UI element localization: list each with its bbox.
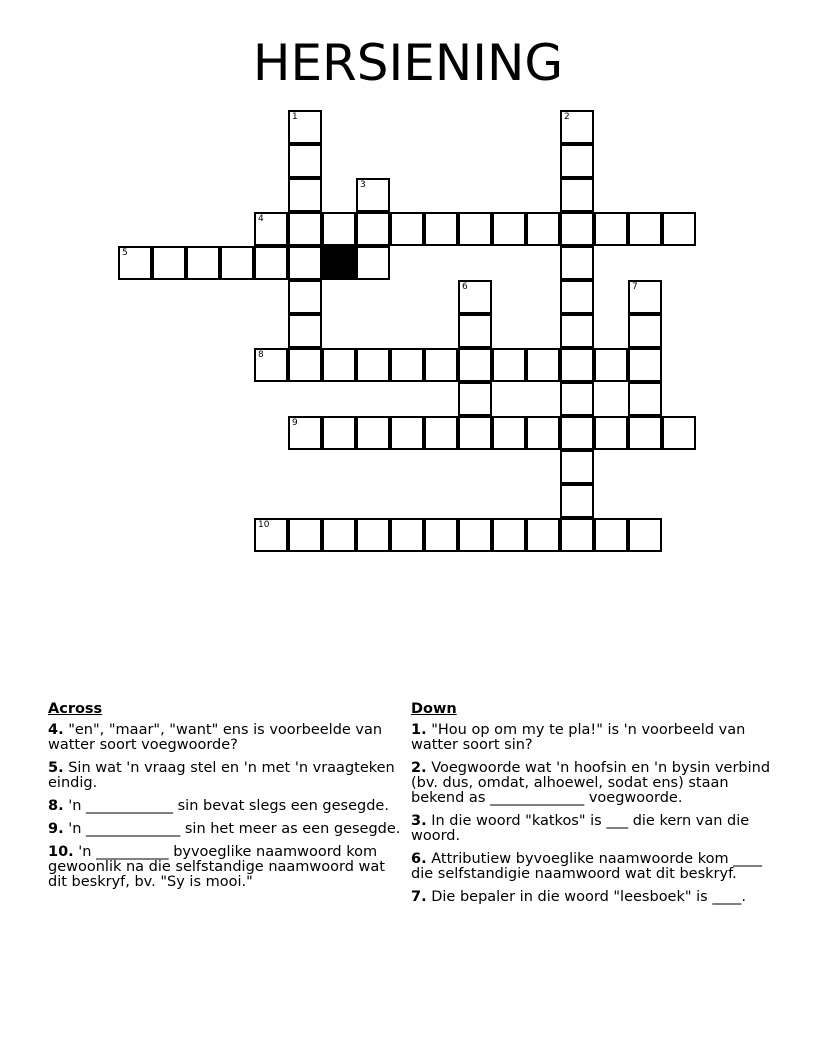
grid-cell[interactable] [322, 518, 356, 552]
grid-cell[interactable] [594, 518, 628, 552]
down-clues [411, 702, 771, 913]
grid-cell[interactable] [322, 416, 356, 450]
grid-cell[interactable] [424, 212, 458, 246]
grid-cell[interactable] [356, 348, 390, 382]
clue-number: 10 [258, 520, 270, 530]
clue-number: 7 [632, 282, 638, 292]
grid-cell[interactable] [254, 246, 288, 280]
grid-cell[interactable] [390, 416, 424, 450]
grid-cell[interactable] [424, 416, 458, 450]
grid-cell[interactable] [492, 518, 526, 552]
grid-cell[interactable] [288, 518, 322, 552]
grid-cell[interactable] [458, 518, 492, 552]
puzzle-title: HERSIENING [252, 34, 564, 92]
grid-cell[interactable] [356, 246, 390, 280]
grid-cell[interactable] [628, 416, 662, 450]
grid-cell[interactable] [594, 348, 628, 382]
grid-cell[interactable] [526, 348, 560, 382]
clue-number: 9 [292, 418, 298, 428]
grid-cell[interactable] [288, 144, 322, 178]
grid-cell[interactable] [288, 348, 322, 382]
grid-cell[interactable] [254, 212, 288, 246]
grid-cell[interactable] [662, 416, 696, 450]
grid-cell[interactable] [288, 178, 322, 212]
grid-cell[interactable] [458, 348, 492, 382]
grid-cell[interactable] [458, 416, 492, 450]
grid-cell[interactable] [594, 416, 628, 450]
grid-cell[interactable] [424, 518, 458, 552]
clue-across-10: 10. 'n __________ byvoeglike naamwoord kom gewoonlik na die selfstandige naamwoord wat dit beskryf, bv. "Sy is mooi." [48, 844, 385, 890]
grid-cell[interactable] [526, 212, 560, 246]
grid-cell[interactable] [390, 212, 424, 246]
clue-across-9: 9. 'n _____________ sin het meer as een gesegde. [48, 821, 401, 837]
clue-across-5: 5. Sin wat 'n vraag stel en 'n met 'n vraagteken eindig. [48, 760, 395, 791]
grid-cell[interactable] [560, 382, 594, 416]
down-heading: Down [411, 701, 457, 717]
clue-down-2: 2. Voegwoorde wat 'n hoofsin en 'n bysin verbind (bv. dus, omdat, alhoewel, sodat ens) staan bekend as _____________ voegwoorde. [411, 760, 771, 806]
grid-cell[interactable] [560, 246, 594, 280]
clue-down-1: 1. "Hou op om my te pla!" is 'n voorbeeld van watter soort sin? [411, 722, 746, 753]
grid-cell[interactable] [322, 212, 356, 246]
grid-cell[interactable] [560, 178, 594, 212]
grid-cell[interactable] [628, 382, 662, 416]
grid-cell[interactable] [288, 246, 322, 280]
grid-cell[interactable] [322, 348, 356, 382]
clue-down-3: 3. In die woord "katkos" is ___ die kern van die woord. [411, 813, 750, 844]
grid-cell[interactable] [254, 518, 288, 552]
clue-number: 3 [360, 180, 366, 190]
grid-cell[interactable] [458, 382, 492, 416]
grid-cell[interactable] [560, 110, 594, 144]
grid-cell[interactable] [390, 518, 424, 552]
grid-cell[interactable] [492, 348, 526, 382]
grid-cell[interactable] [560, 450, 594, 484]
grid-cell[interactable] [628, 212, 662, 246]
grid-cell[interactable] [526, 416, 560, 450]
grid-cell[interactable] [356, 178, 390, 212]
grid-cell[interactable] [118, 246, 152, 280]
clue-number: 8 [258, 350, 264, 360]
grid-cell[interactable] [628, 348, 662, 382]
clue-across-8: 8. 'n ____________ sin bevat slegs een gesegde. [48, 798, 389, 814]
grid-cell[interactable] [492, 212, 526, 246]
clue-down-6: 6. Attributiew byvoeglike naamwoorde kom ____ die selfstandigie naamwoord wat dit beskryf. [411, 851, 763, 882]
across-heading: Across [48, 701, 103, 717]
grid-cell[interactable] [288, 212, 322, 246]
clue-number: 4 [258, 214, 264, 224]
grid-cell[interactable] [560, 348, 594, 382]
grid-cell[interactable] [458, 212, 492, 246]
grid-cell[interactable] [186, 246, 220, 280]
grid-cell[interactable] [594, 212, 628, 246]
clue-number: 1 [292, 112, 298, 122]
clue-number: 2 [564, 112, 570, 122]
grid-cell[interactable] [288, 280, 322, 314]
clue-across-4: 4. "en", "maar", "want" ens is voorbeelde van watter soort voegwoorde? [48, 722, 383, 753]
grid-cell[interactable] [560, 518, 594, 552]
grid-cell[interactable] [152, 246, 186, 280]
grid-cell[interactable] [458, 314, 492, 348]
grid-cell[interactable] [560, 416, 594, 450]
grid-cell[interactable] [662, 212, 696, 246]
grid-cell[interactable] [356, 212, 390, 246]
clue-down-7: 7. Die bepaler in die woord "leesboek" is ____. [411, 889, 746, 905]
clue-number: 6 [462, 282, 468, 292]
grid-cell[interactable] [356, 518, 390, 552]
grid-cell[interactable] [560, 314, 594, 348]
grid-cell[interactable] [254, 348, 288, 382]
grid-cell[interactable] [628, 280, 662, 314]
grid-cell[interactable] [526, 518, 560, 552]
grid-cell[interactable] [288, 314, 322, 348]
grid-cell[interactable] [628, 518, 662, 552]
grid-cell[interactable] [458, 280, 492, 314]
across-clues [48, 702, 408, 898]
grid-cell[interactable] [492, 416, 526, 450]
grid-cell[interactable] [390, 348, 424, 382]
grid-cell[interactable] [628, 314, 662, 348]
grid-cell[interactable] [220, 246, 254, 280]
grid-cell[interactable] [356, 416, 390, 450]
grid-block [322, 246, 356, 280]
grid-cell[interactable] [560, 280, 594, 314]
clue-number: 5 [122, 248, 128, 258]
grid-cell[interactable] [424, 348, 458, 382]
grid-cell[interactable] [560, 212, 594, 246]
grid-cell[interactable] [560, 484, 594, 518]
grid-cell[interactable] [288, 416, 322, 450]
grid-cell[interactable] [288, 110, 322, 144]
grid-cell[interactable] [560, 144, 594, 178]
